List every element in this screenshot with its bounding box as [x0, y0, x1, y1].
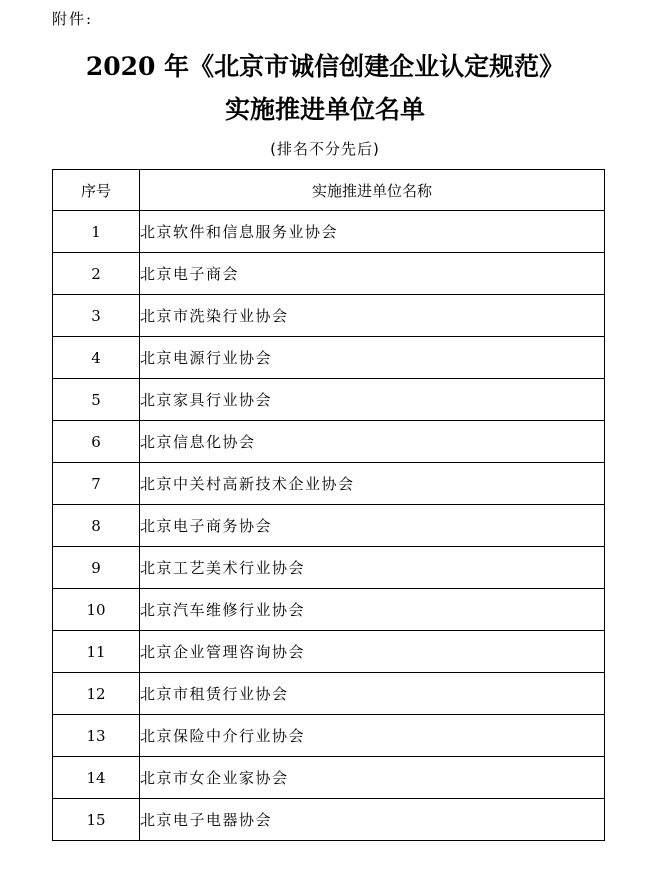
- row-seq: 10: [53, 589, 140, 631]
- row-name: 北京中关村高新技术企业协会: [140, 463, 605, 505]
- row-seq: 1: [53, 211, 140, 253]
- row-seq: 15: [53, 799, 140, 841]
- row-seq: 6: [53, 421, 140, 463]
- table-row: [53, 211, 605, 253]
- row-seq: 2: [53, 253, 140, 295]
- row-seq: 13: [53, 715, 140, 757]
- row-name: 北京保险中介行业协会: [140, 715, 605, 757]
- row-name: 北京企业管理咨询协会: [140, 631, 605, 673]
- organization-table: [52, 169, 605, 841]
- row-seq: 4: [53, 337, 140, 379]
- row-seq: 11: [53, 631, 140, 673]
- table-row: [53, 463, 605, 505]
- table-header: [53, 170, 605, 211]
- table-row: [53, 715, 605, 757]
- row-seq: 12: [53, 673, 140, 715]
- row-name: 北京市女企业家协会: [140, 757, 605, 799]
- row-name: 北京电子电器协会: [140, 799, 605, 841]
- row-name: 北京工艺美术行业协会: [140, 547, 605, 589]
- row-seq: 14: [53, 757, 140, 799]
- row-seq: 7: [53, 463, 140, 505]
- document-subtitle: (排名不分先后): [270, 140, 380, 158]
- row-name: 北京电子商会: [140, 253, 605, 295]
- table-row: [53, 337, 605, 379]
- table-row: [53, 253, 605, 295]
- table-row: [53, 757, 605, 799]
- row-name: 北京市租赁行业协会: [140, 673, 605, 715]
- table-row: [53, 379, 605, 421]
- row-name: 北京汽车维修行业协会: [140, 589, 605, 631]
- row-seq: 9: [53, 547, 140, 589]
- attachment-label: 附件:: [52, 10, 94, 28]
- table-row: [53, 547, 605, 589]
- table-row: [53, 799, 605, 841]
- row-name: 北京电源行业协会: [140, 337, 605, 379]
- row-name: 北京软件和信息服务业协会: [140, 211, 605, 253]
- document-title-line-1: 2020 年《北京市诚信创建企业认定规范》: [85, 52, 565, 81]
- header-seq: 序号: [53, 170, 140, 211]
- row-seq: 3: [53, 295, 140, 337]
- table-row: [53, 589, 605, 631]
- table-header-row: [53, 170, 605, 211]
- row-name: 北京家具行业协会: [140, 379, 605, 421]
- table-row: [53, 631, 605, 673]
- row-name: 北京市洗染行业协会: [140, 295, 605, 337]
- table-row: [53, 295, 605, 337]
- row-name: 北京信息化协会: [140, 421, 605, 463]
- table-row: [53, 421, 605, 463]
- header-name: 实施推进单位名称: [140, 170, 605, 211]
- row-seq: 8: [53, 505, 140, 547]
- row-name: 北京电子商务协会: [140, 505, 605, 547]
- row-seq: 5: [53, 379, 140, 421]
- table-row: [53, 673, 605, 715]
- table-row: [53, 505, 605, 547]
- table-body: [53, 211, 605, 841]
- document-title-line-2: 实施推进单位名单: [224, 95, 425, 124]
